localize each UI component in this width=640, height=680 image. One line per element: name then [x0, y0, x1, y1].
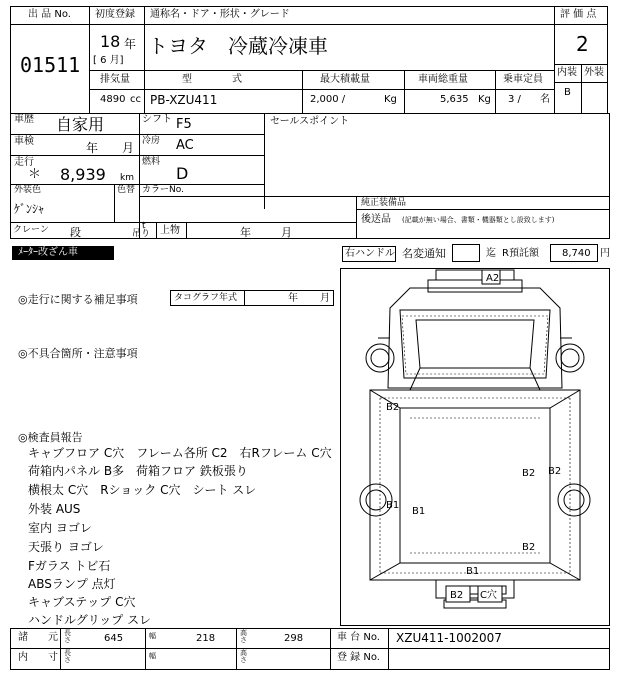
displacement-value: 4890: [100, 94, 126, 105]
damage-label: C穴: [480, 590, 497, 601]
shift-value: F5: [176, 117, 192, 132]
divider: [186, 222, 187, 239]
divider: [10, 648, 610, 649]
inspector-report-label: ◎検査員報告: [18, 431, 83, 444]
upper-year: 年: [240, 226, 251, 239]
fuel-label: 燃料: [142, 157, 161, 167]
aftermarket-note: (記載が無い場合、書類・機器類とし設致します): [402, 216, 555, 224]
gross-weight-value: 5,635: [440, 94, 469, 105]
mileage-label: 走行: [14, 157, 34, 168]
divider: [388, 628, 389, 670]
interior-length-label: 長さ: [64, 649, 71, 665]
history-label: 車歴: [14, 114, 34, 125]
model-header: 通称名・ドア・形状・グレード: [150, 9, 290, 20]
shift-label: シフト: [142, 114, 172, 125]
registration-month: [ 6 月]: [93, 55, 124, 66]
driving-remarks-label: ◎走行に関する補足事項: [18, 293, 138, 306]
odometer-note-badge: ﾒｰﾀｰ改ざん車: [12, 246, 114, 260]
mileage-value: 8,939: [60, 165, 106, 184]
length-label: 長さ: [64, 629, 71, 645]
footer-frame: [10, 628, 610, 670]
dimensions-label: 諸 元: [18, 632, 58, 643]
divider: [244, 290, 245, 306]
ac-value: AC: [176, 138, 194, 153]
capacity-unit: 名: [540, 94, 550, 105]
deposit-label: R預託額: [502, 248, 539, 259]
divider: [89, 89, 554, 90]
damage-label: B1: [386, 500, 400, 511]
interior-grade: B: [564, 87, 571, 98]
fuel-value: D: [176, 164, 189, 183]
divider: [10, 155, 264, 156]
deposit-prefix: 迄: [486, 248, 496, 259]
max-load-label: 最大積載量: [320, 74, 370, 85]
divider: [404, 70, 405, 114]
registration-year-unit: 年: [124, 37, 137, 51]
chassis-label: 車 台 No.: [337, 632, 380, 643]
height-value: 298: [284, 633, 304, 644]
damage-label: B2: [548, 466, 562, 477]
max-load-unit: Kg: [384, 94, 397, 105]
divider: [356, 209, 610, 210]
displacement-label: 排気量: [100, 74, 130, 85]
capacity-value: 3 /: [508, 94, 521, 105]
inspection-year: 年: [86, 141, 99, 155]
divider: [144, 6, 145, 70]
inspector-line: ABSランプ 点灯: [28, 577, 116, 591]
lot-label: 出 品 No.: [28, 9, 71, 20]
lot-number: 01511: [20, 53, 81, 77]
defect-remarks-label: ◎不具合箇所・注意事項: [18, 347, 138, 360]
divider: [264, 113, 265, 209]
divider: [114, 184, 115, 222]
divider: [236, 628, 237, 670]
registration-year: 18: [100, 32, 121, 51]
damage-label: B2: [386, 402, 400, 413]
sales-point-label: セールスポイント: [270, 116, 350, 127]
name-change-box: [452, 244, 480, 262]
divider: [145, 628, 146, 670]
tachograph-label: タコグラフ年式: [174, 293, 238, 303]
inspector-line: Fガラス トビ石: [28, 559, 111, 573]
inspection-label: 車検: [14, 136, 34, 147]
truck-diagram: [340, 268, 610, 626]
inspector-line: ハンドルグリップ スレ: [28, 613, 152, 627]
divider: [330, 628, 331, 670]
capacity-label: 乗車定員: [503, 74, 543, 85]
divider: [10, 184, 264, 185]
score-value: 2: [576, 32, 589, 56]
interior-grade-label: 内装: [557, 67, 577, 78]
divider: [554, 6, 555, 114]
registration-label: 初度登録: [95, 9, 135, 20]
inspection-month: 月: [122, 141, 135, 155]
color-label: 外装色: [14, 185, 42, 195]
damage-label: B2: [450, 590, 464, 601]
color-code-label: 色替: [117, 185, 136, 195]
width-label: 幅: [149, 632, 156, 640]
steering-value: 右ハンドル: [345, 248, 395, 259]
divider: [60, 628, 61, 670]
inspector-line: 天張り ヨゴレ: [28, 540, 104, 554]
color-no-label: カラーNo.: [142, 185, 184, 195]
gross-weight-label: 車両総重量: [418, 74, 468, 85]
ac-label: 冷房: [142, 136, 161, 146]
inspector-line: 室内 ヨゴレ: [28, 521, 92, 535]
score-label: 評 価 点: [560, 9, 597, 20]
height-label: 高さ: [240, 629, 247, 645]
interior-height-label: 高さ: [240, 649, 247, 665]
aftermarket-label: 後送品: [361, 214, 391, 225]
divider: [10, 24, 608, 25]
damage-label: A2: [486, 273, 500, 284]
inspector-line: 横根太 C穴 Rショック C穴 シート スレ: [28, 483, 257, 497]
divider: [89, 70, 554, 71]
divider: [156, 222, 157, 239]
deposit-unit: 円: [600, 248, 610, 259]
interior-width-label: 幅: [149, 652, 156, 660]
name-change-label: 名変通知: [402, 247, 446, 260]
length-value: 645: [104, 633, 124, 644]
divider: [144, 70, 145, 114]
interior-dimensions-label: 内 寸: [18, 652, 58, 663]
chassis-value: XZU411-1002007: [396, 631, 502, 645]
deposit-value: 8,740: [562, 248, 591, 259]
model-type-label: 型 式: [182, 74, 242, 85]
mileage-unit: km: [120, 173, 134, 183]
inspector-line: キャブステップ C穴: [28, 595, 136, 609]
crane-label: クレーン: [13, 225, 49, 235]
model-type-value: PB-XZU411: [150, 93, 218, 107]
divider: [495, 70, 496, 114]
car-name: トヨタ 冷蔵冷凍車: [148, 34, 328, 58]
displacement-unit: cc: [130, 94, 141, 105]
crane-lift: 吊り: [132, 229, 151, 239]
divider: [581, 64, 582, 114]
divider: [10, 222, 356, 223]
gross-weight-unit: Kg: [478, 94, 491, 105]
tachograph-month: 月: [320, 293, 330, 304]
exterior-grade-label: 外装: [584, 67, 604, 78]
divider: [10, 134, 264, 135]
registration-no-label: 登 録 No.: [337, 652, 380, 663]
mileage-prefix: ＊: [28, 167, 42, 182]
inspector-line: キャブフロア C穴 フレーム各所 C2 右Rフレーム C穴: [28, 446, 332, 460]
damage-label: B1: [412, 506, 426, 517]
color-value: ｹﾞﾝｼｬ: [14, 202, 45, 216]
divider: [139, 196, 610, 197]
max-load-value: 2,000 /: [310, 94, 346, 105]
history-value: 自家用: [56, 115, 105, 134]
tachograph-year: 年: [288, 293, 298, 304]
upper-month: 月: [281, 226, 292, 239]
crane-stage: 段: [70, 226, 81, 239]
divider: [356, 196, 357, 239]
divider: [139, 113, 140, 239]
damage-label: B2: [522, 468, 536, 479]
divider: [89, 6, 90, 114]
damage-label: B1: [466, 566, 480, 577]
crane-ton: t: [142, 221, 146, 231]
width-value: 218: [196, 633, 216, 644]
equipment-label: 純正装備品: [361, 198, 407, 208]
divider: [302, 70, 303, 114]
damage-label: B2: [522, 542, 536, 553]
inspector-line: 荷箱内パネル B多 荷箱フロア 鉄板張り: [28, 464, 248, 478]
upper-label: 上物: [160, 225, 180, 236]
inspector-line: 外装 AUS: [28, 502, 81, 516]
